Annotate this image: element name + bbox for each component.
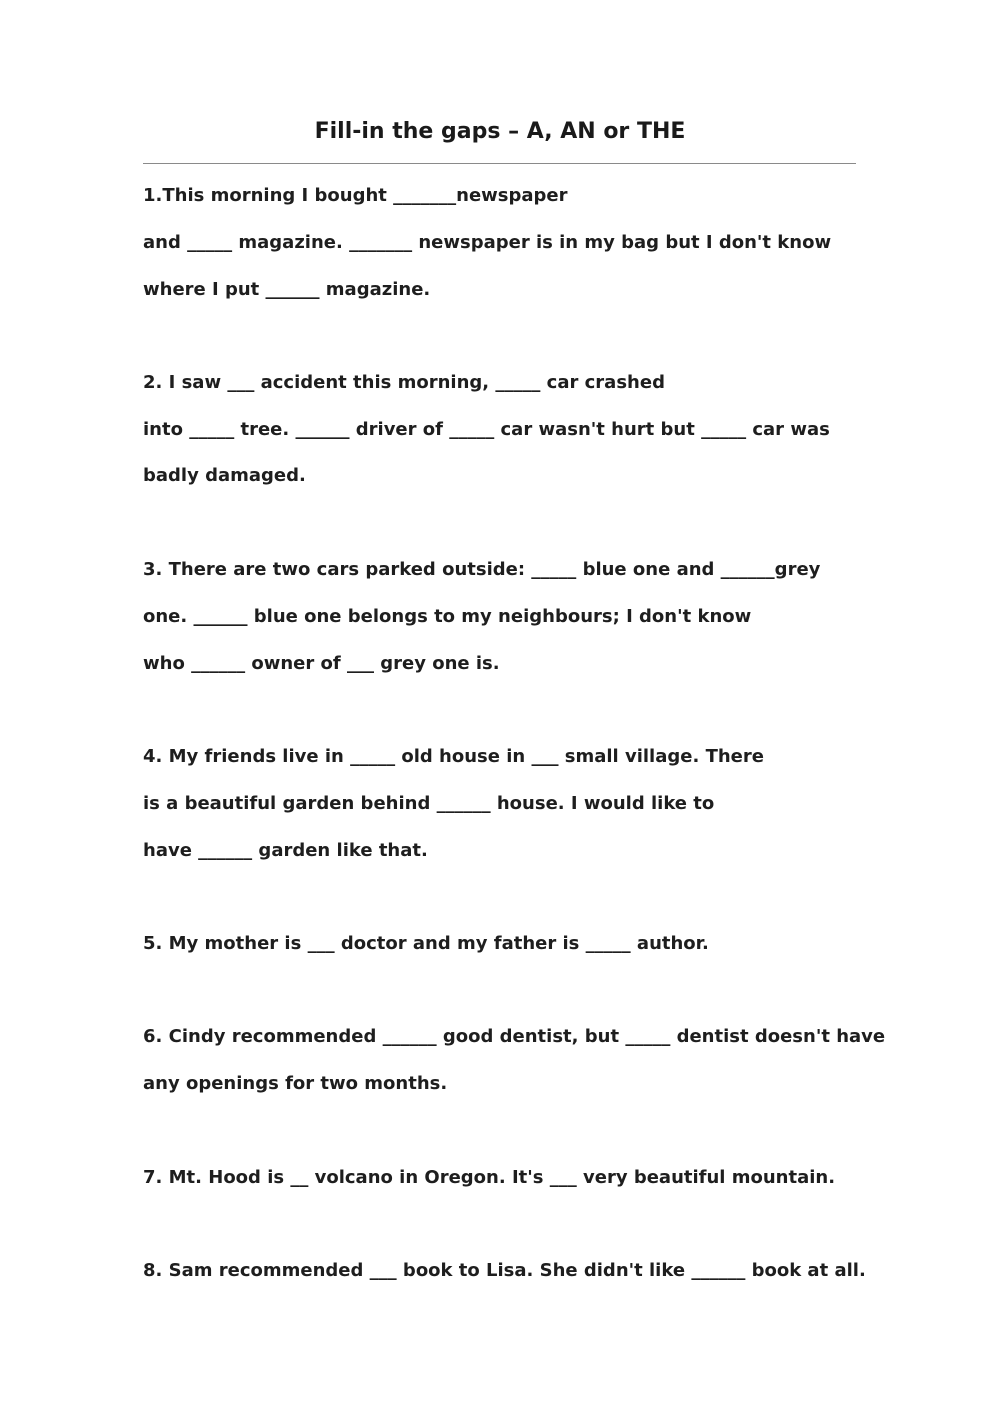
question-1-line-2: and _____ magazine. _______ newspaper is in my bag but I don't know	[143, 232, 832, 253]
question-2-line-1: 2. I saw ___ accident this morning, _____ car crashed	[143, 372, 665, 393]
question-2-line-3: badly damaged.	[143, 465, 306, 486]
question-3-line-3: who ______ owner of ___ grey one is.	[143, 653, 500, 674]
title-divider	[143, 163, 856, 164]
question-1-line-1: 1.This morning I bought _______newspaper	[143, 185, 568, 206]
question-3-line-2: one. ______ blue one belongs to my neighbours; I don't know	[143, 606, 752, 627]
question-4-line-3: have ______ garden like that.	[143, 840, 428, 861]
question-6-line-1: 6. Cindy recommended ______ good dentist, but _____ dentist doesn't have	[143, 1026, 886, 1047]
question-3-line-1: 3. There are two cars parked outside: _____ blue one and ______grey	[143, 559, 821, 580]
question-8-line-1: 8. Sam recommended ___ book to Lisa. She didn't like ______ book at all.	[143, 1260, 866, 1281]
question-1-line-3: where I put ______ magazine.	[143, 279, 431, 300]
page-title: Fill-in the gaps – A, AN or THE	[314, 119, 686, 144]
question-5-line-1: 5. My mother is ___ doctor and my father is _____ author.	[143, 933, 709, 954]
question-4-line-2: is a beautiful garden behind ______ house. I would like to	[143, 793, 715, 814]
question-4-line-1: 4. My friends live in _____ old house in ___ small village. There	[143, 746, 764, 767]
question-7-line-1: 7. Mt. Hood is __ volcano in Oregon. It's ___ very beautiful mountain.	[143, 1167, 836, 1188]
question-2-line-2: into _____ tree. ______ driver of _____ car wasn't hurt but _____ car was	[143, 419, 830, 440]
question-6-line-2: any openings for two months.	[143, 1073, 448, 1094]
